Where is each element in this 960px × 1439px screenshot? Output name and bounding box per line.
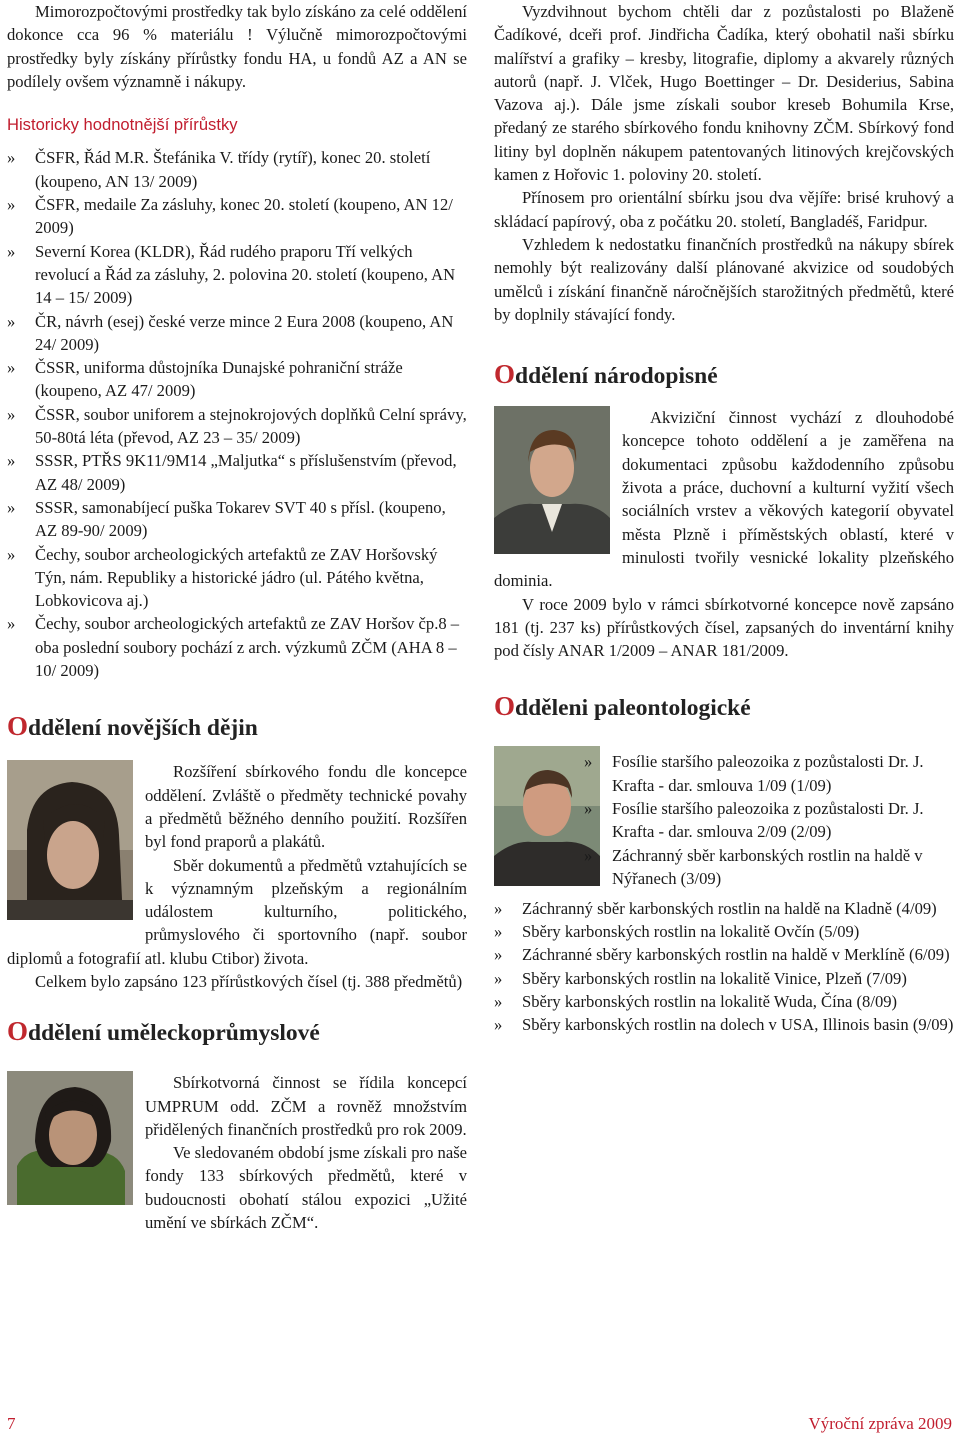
heading-department-paleontology: Odděleni paleontologické (494, 691, 751, 722)
ethnography-paragraph-1: Akviziční činnost vychází z dlouhodobé koncepce tohoto oddělení a je zaměřena na dokumentaci způsobu každodenního způsobu života a práce, duchovní a kulturní vyžití všech sociálních vrstev a věkových kategorií obyvatel města Plzně i příměstských oblastí, které v minulosti tvořily vesnické lokality plzeňského dominia. (494, 408, 954, 591)
heading-rest: ddělení novějších dějin (28, 715, 258, 742)
list-item: » Čechy, soubor archeologických artefaktů ze ZAV Horšov čp.8 – oba poslední soubory pochází z arch. výzkumů ZČM (AHA 8 – 10/ 2009) (7, 614, 460, 681)
list-item: » ČSFR, Řád M.R. Štefánika V. třídy (rytíř), konec 20. století (koupeno, AN 13/ 2009) (7, 148, 431, 191)
list-item: » Fosílie staršího paleozoika z pozůstalosti Dr. J. Krafta - dar. smlouva 2/09 (2/09) (584, 799, 924, 842)
page-number: 7 (7, 1414, 16, 1433)
modern-history-paragraph-3: Celkem bylo zapsáno 123 přírůstkových čísel (tj. 388 předmětů) (35, 971, 463, 991)
left-column (7, 0, 467, 1234)
list-item: » Fosílie staršího paleozoika z pozůstalosti Dr. J. Krafta - dar. smlouva 1/09 (1/09) (584, 752, 924, 795)
portrait-photo-ethnography (494, 406, 610, 560)
right-column (494, 0, 954, 1037)
applied-arts-paragraph-2: Ve sledovaném období jsme získali pro naše fondy 133 sbírkových předmětů, které v budoucnosti obohatí stálou expozici „Užité umění ve sbírkách ZČM“. (145, 1143, 468, 1233)
list-item: » Záchranný sběr karbonských rostlin na haldě na Kladně (4/09) (494, 898, 937, 918)
section-modern-history (7, 760, 467, 993)
list-item: » ČSFR, medaile Za zásluhy, konec 20. století (koupeno, AN 12/ 2009) (7, 195, 453, 238)
section-ethnography (494, 406, 954, 662)
heading-rest: ddělení uměleckoprůmyslové (28, 1020, 320, 1047)
list-item: » Čechy, soubor archeologických artefaktů ze ZAV Horšovský Týn, nám. Republiky a historické jádro (ul. Pátého května, Lobkovicova aj.) (7, 544, 438, 611)
list-item: » Sběry karbonských rostlin na dolech v USA, Illinois basin (9/09) (494, 1015, 954, 1035)
portrait-photo-modern-history (7, 760, 133, 926)
oriental-paragraph: Přínosem pro orientální sbírku jsou dva vějíře: brisé kruhový a skládací papírový, oba z počátku 20. století, Bangladéš, Faridpur. (494, 188, 954, 231)
section-applied-arts (7, 1071, 467, 1234)
heading-rest: dděleni paleontologické (515, 695, 751, 722)
list-item: » SSSR, PTŘS 9K11/9M14 „Maljutka“ s příslušenstvím (převod, AZ 48/ 2009) (7, 451, 457, 494)
report-title: Výroční zpráva 2009 (808, 1414, 952, 1433)
portrait-photo-applied-arts (7, 1071, 133, 1211)
list-item: » ČSSR, uniforma důstojníka Dunajské pohraniční stráže (koupeno, AZ 47/ 2009) (7, 358, 403, 401)
intro-paragraph: Mimorozpočtovými prostředky tak bylo získáno za celé oddělení dokonce cca 96 % materiálu ! Výlučně mimorozpočtovými prostředky byly získány přírůstky fondu HA, u fondů AZ a AN se podílely ovšem významně i nákupy. (7, 2, 467, 91)
heading-department-modern-history: Oddělení novějších dějin (7, 711, 258, 742)
acquisitions-list (7, 146, 467, 682)
funding-paragraph: Vzhledem k nedostatku finančních prostředků na nákupy sbírek nemohly být realizovány další plánované akvizice od soudobých umělců i získání finančně náročnějších starožitných předmětů, které by doplnily stávající fondy. (494, 234, 954, 324)
list-item: » ČR, návrh (esej) české verze mince 2 Eura 2008 (koupeno, AN 24/ 2009) (7, 311, 454, 354)
list-item: » Sběry karbonských rostlin na lokalitě Wuda, Čína (8/09) (494, 991, 898, 1011)
list-item: » SSSR, samonabíjecí puška Tokarev SVT 40 s přísl. (koupeno, AZ 89-90/ 2009) (7, 497, 446, 541)
applied-arts-paragraph-1: Sbírkotvorná činnost se řídila koncepcí UMPRUM odd. ZČM a rovněž množstvím přidělených finančních prostředků pro rok 2009. (145, 1073, 467, 1139)
donation-paragraph: Vyzdvihnout bychom chtěli dar z pozůstalosti po Blaženě Čadíkové, dceři prof. Jindřicha Čadíka, který obohatil naši sbírku malířství a grafiky – kresby, litografie, diplomy a akvarely různých autorů (např. J. Vlček, Hugo Boettinger – Dr. Desiderius, Sabina Vazova aj.). Dále jsme získali soubor kreseb Bohumila Krse, předaný ze starého sbírkového fondu knihovny ZČM. Sbírkový fond litiny byl doplněn nákupem patentovaných litinových krejčovských kamen z Hořovic 1. poloviny 20. století. (494, 2, 954, 185)
modern-history-paragraph-2: Sběr dokumentů a předmětů vztahujících se k významným plzeňským a regionálním událostem kulturního, politického, průmyslového či sportovního (např. soubor diplomů a fotografií atl. klubu Ctibor) života. (7, 855, 467, 968)
heading-rest: ddělení národopisné (515, 363, 718, 390)
ethnography-paragraph-2: V roce 2009 bylo v rámci sbírkotvorné koncepce nově zapsáno 181 (tj. 237 ks) přírůstkových čísel, zapsaných do inventární knihy pod čísly ANAR 1/2009 – ANAR 181/2009. (494, 594, 954, 661)
subheading-valuable-acquisitions: Historicky hodnotnější přírůstky (7, 115, 238, 135)
modern-history-paragraph-1: Rozšíření sbírkového fondu dle koncepce oddělení. Zvláště o předměty technické povahy a předmětů běžného denního použití. Rozšířen byl fond praporů a plakátů. (145, 762, 467, 852)
list-item: » ČSSR, soubor uniforem a stejnokrojových doplňků Celní správy, 50-80tá léta (převod, AZ 23 – 35/ 2009) (7, 404, 467, 448)
section-paleontology (494, 746, 954, 1036)
list-item: » Sběry karbonských rostlin na lokalitě Ovčín (5/09) (494, 922, 860, 942)
list-item: » Záchranné sběry karbonských rostlin na haldě v Merklíně (6/09) (494, 945, 950, 965)
list-item: » Severní Korea (KLDR), Řád rudého praporu Tří velkých revolucí a Řád za zásluhy, 2. polovina 20. století (koupeno, AN 14 – 15/ 2009) (7, 241, 456, 308)
heading-department-applied-arts: Oddělení uměleckoprůmyslové (7, 1016, 320, 1047)
list-item: » Sběry karbonských rostlin na lokalitě Vinice, Plzeň (7/09) (494, 968, 907, 988)
list-item: » Záchranný sběr karbonských rostlin na haldě v Nýřanech (3/09) (584, 845, 923, 888)
heading-department-ethnography: Oddělení národopisné (494, 359, 718, 390)
